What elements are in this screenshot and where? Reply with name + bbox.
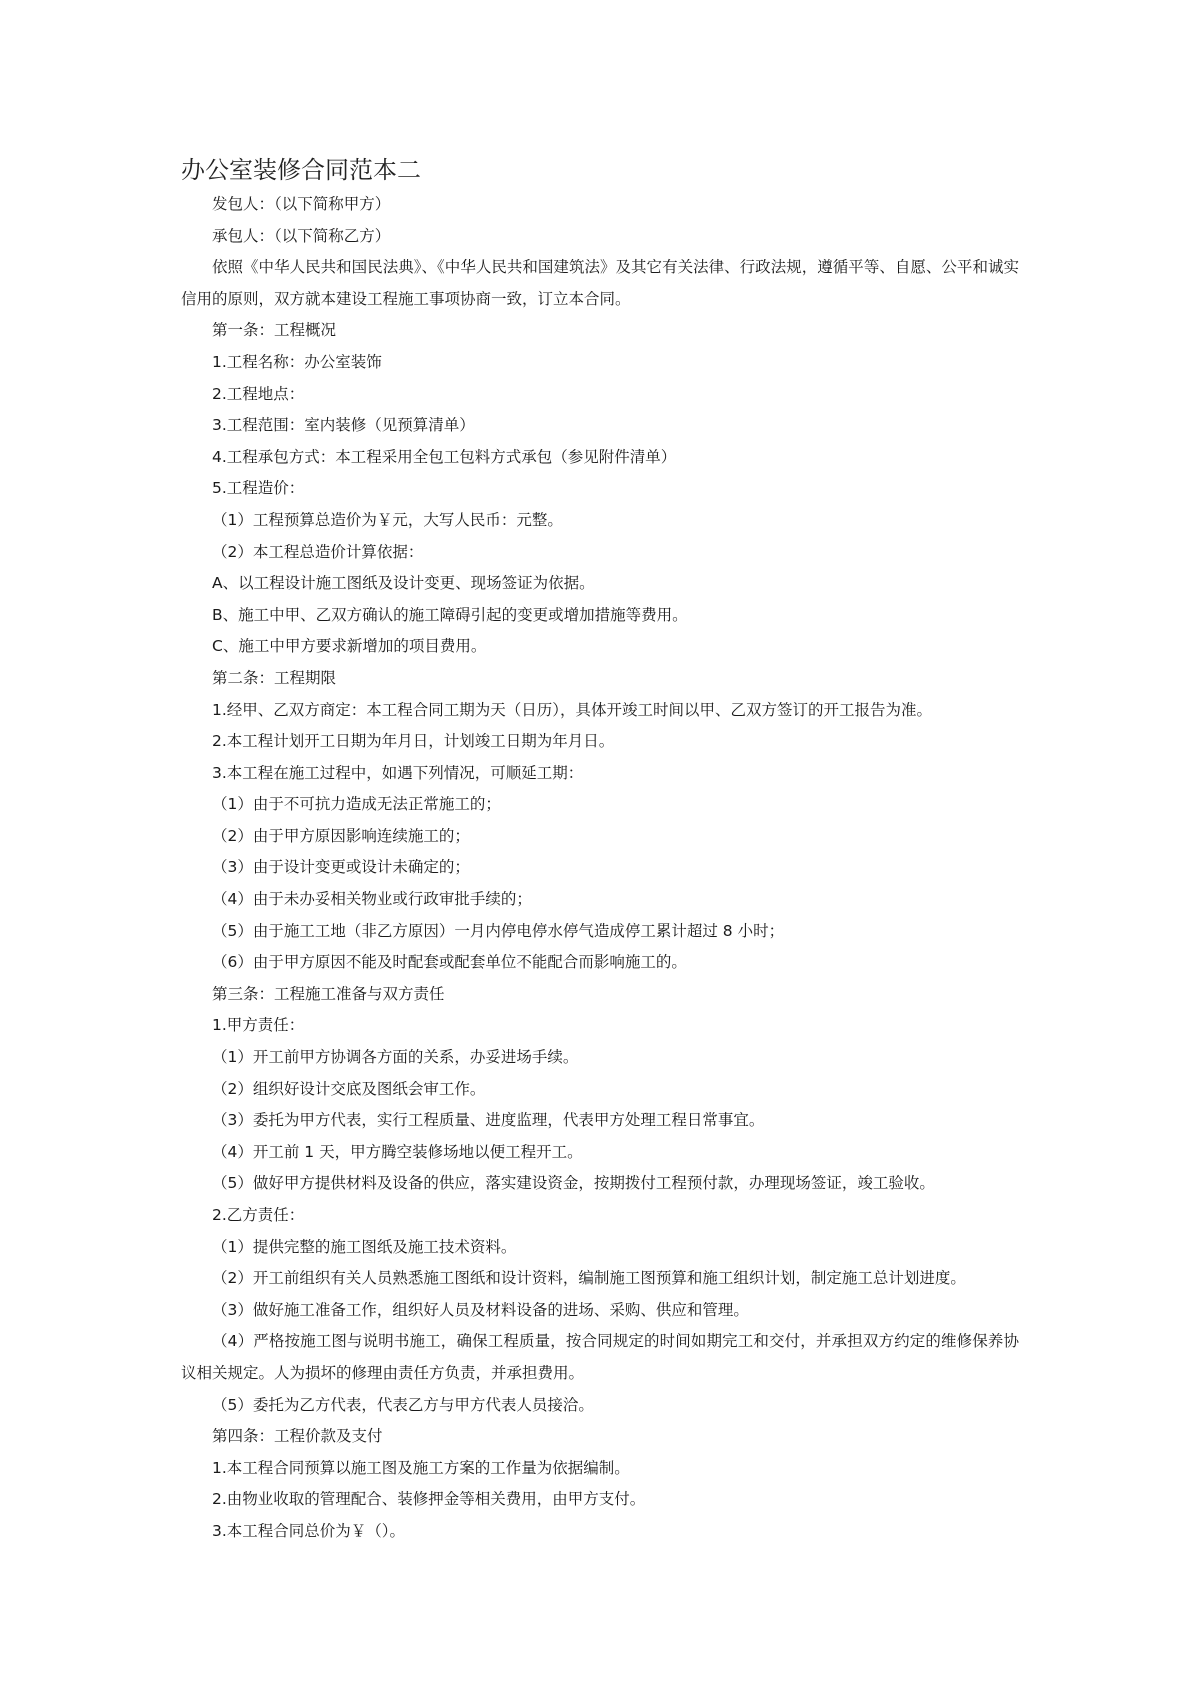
paragraph: （4）严格按施工图与说明书施工，确保工程质量，按合同规定的时间如期完工和交付，并承担双方约定的维修保养协议相关规定。人为损坏的修理由责任方负责，并承担费用。 — [181, 1332, 1019, 1382]
paragraph: 3.工程范围：室内装修（见预算清单） — [212, 416, 475, 435]
paragraph: （3）由于设计变更或设计未确定的； — [212, 858, 470, 877]
article-heading: 第四条：工程价款及支付 — [212, 1427, 383, 1446]
paragraph: A、以工程设计施工图纸及设计变更、现场签证为依据。 — [212, 574, 595, 593]
paragraph: （4）开工前 1 天，甲方腾空装修场地以便工程开工。 — [212, 1142, 583, 1161]
paragraph: （1）提供完整的施工图纸及施工技术资料。 — [212, 1237, 517, 1256]
paragraph: （5）委托为乙方代表，代表乙方与甲方代表人员接洽。 — [212, 1395, 594, 1414]
paragraph: 2.乙方责任： — [212, 1206, 305, 1224]
paragraph-contractor: 承包人：（以下简称乙方） — [212, 226, 391, 245]
paragraph: （2）开工前组织有关人员熟悉施工图纸和设计资料，编制施工图预算和施工组织计划，制定施工总计划进度。 — [212, 1269, 966, 1288]
paragraph: B、施工中甲、乙双方确认的施工障碍引起的变更或增加措施等费用。 — [212, 605, 688, 624]
paragraph: 2.由物业收取的管理配合、装修押金等相关费用，由甲方支付。 — [212, 1490, 646, 1509]
paragraph: 2.本工程计划开工日期为年月日，计划竣工日期为年月日。 — [212, 732, 615, 751]
paragraph: （2）组织好设计交底及图纸会审工作。 — [212, 1079, 486, 1098]
paragraph: （4）由于未办妥相关物业或行政审批手续的； — [212, 890, 532, 909]
paragraph: 1.工程名称：办公室装饰 — [212, 352, 382, 371]
paragraph: （2）本工程总造价计算依据： — [212, 542, 424, 561]
paragraph: （1）工程预算总造价为￥元，大写人民币：元整。 — [212, 510, 563, 529]
paragraph: （3）委托为甲方代表，实行工程质量、进度监理，代表甲方处理工程日常事宜。 — [212, 1111, 765, 1130]
paragraph: （3）做好施工准备工作，组织好人员及材料设备的进场、采购、供应和管理。 — [212, 1300, 749, 1319]
paragraph-employer: 发包人：（以下简称甲方） — [212, 195, 391, 213]
document-body — [181, 189, 1019, 1548]
paragraph: （5）做好甲方提供材料及设备的供应，落实建设资金，按期拨付工程预付款，办理现场签证，竣工验收。 — [212, 1174, 935, 1193]
paragraph: （6）由于甲方原因不能及时配套或配套单位不能配合而影响施工的。 — [212, 953, 687, 972]
paragraph: 3.本工程在施工过程中，如遇下列情况，可顺延工期： — [212, 763, 584, 782]
article-heading: 第三条：工程施工准备与双方责任 — [212, 984, 445, 1003]
paragraph: （1）开工前甲方协调各方面的关系，办妥进场手续。 — [212, 1048, 579, 1067]
paragraph: 1.甲方责任： — [212, 1016, 305, 1035]
document-title: 办公室装修合同范本二 — [181, 156, 421, 184]
paragraph: 5.工程造价： — [212, 479, 305, 498]
paragraph-preamble: 依照《中华人民共和国民法典》、《中华人民共和国建筑法》及其它有关法律、行政法规，遵循平等、自愿、公平和诚实信用的原则，双方就本建设工程施工事项协商一致，订立本合同。 — [181, 258, 1019, 308]
article-heading: 第一条：工程概况 — [212, 321, 337, 340]
paragraph: 2.工程地点： — [212, 384, 305, 403]
paragraph: 4.工程承包方式：本工程采用全包工包料方式承包（参见附件清单） — [212, 447, 677, 466]
paragraph: 3.本工程合同总价为￥（）。 — [212, 1521, 406, 1540]
article-heading: 第二条：工程期限 — [212, 668, 337, 687]
paragraph: （2）由于甲方原因影响连续施工的； — [212, 826, 470, 845]
paragraph: （1）由于不可抗力造成无法正常施工的； — [212, 795, 501, 814]
paragraph: C、施工中甲方要求新增加的项目费用。 — [212, 637, 487, 656]
paragraph: 1.本工程合同预算以施工图及施工方案的工作量为依据编制。 — [212, 1458, 630, 1477]
paragraph: （5）由于施工工地（非乙方原因）一月内停电停水停气造成停工累计超过 8 小时； — [212, 921, 785, 940]
paragraph: 1.经甲、乙双方商定：本工程合同工期为天（日历），具体开竣工时间以甲、乙双方签订的开工报告为准。 — [212, 700, 933, 719]
